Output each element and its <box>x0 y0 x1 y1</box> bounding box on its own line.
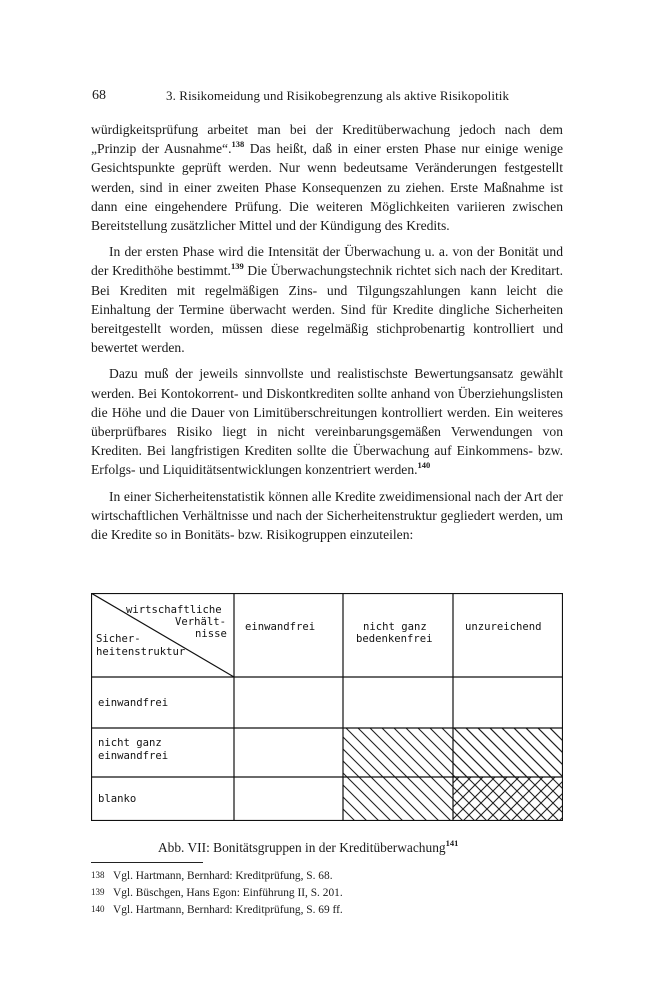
column-header: einwandfrei <box>245 621 316 633</box>
figure-caption: Abb. VII: Bonitätsgruppen in der Kreditüberwachung$^{141}$ <box>158 838 459 855</box>
row-header: einwandfrei <box>98 697 169 709</box>
running-header <box>92 88 562 108</box>
paragraph: Dazu muß der jeweils sinnvollste und realistischste Bewertungsansatz gewählt werden. Bei Kontokorrent- und Diskontkrediten sollte anhand von Überziehungslisten die Höhe und die Dauer von Limitüberschreitungen kontrolliert werden. Ein weiteres überprüfbares Risiko liegt in nicht vereinbarungsgemäßen Verwendungen von Krediten. Bei langfristigen Krediten sollte die Überwachung auf Einkommens- bzw. Erfolgs- und Liquiditätsentwicklungen konzentriert werden.$^{140}$ <box>91 366 563 478</box>
footnote: 139 Vgl. Büschgen, Hans Egon: Einführung II, S. 201. <box>91 887 343 899</box>
running-title: 3. Risikomeidung und Risikobegrenzung als aktive Risikopolitik <box>166 88 510 103</box>
hatch-moderate-risk <box>453 728 563 777</box>
footnote-ref: 141 <box>445 838 459 848</box>
corner-label-security: Sicher- <box>96 633 141 645</box>
footnote: 140 Vgl. Hartmann, Bernhard: Kreditprüfung, S. 69 ff. <box>91 904 343 916</box>
hatch-moderate-risk <box>343 777 453 821</box>
body-text <box>91 120 563 551</box>
footnote: 138 Vgl. Hartmann, Bernhard: Kreditprüfung, S. 68. <box>91 870 333 882</box>
paragraph: In einer Sicherheitenstatistik können alle Kredite zweidimensional nach der Art der wirtschaftlichen Verhältnisse und nach der Sicherheitenstruktur gegliedert werden, um die Kredite so in Bonitäts- bzw. Risikogruppen einzuteilen: <box>91 488 563 543</box>
page-number: 68 <box>92 88 106 103</box>
credit-group-matrix: wirtschaftliche Verhält- nisse Sicher- heitenstruktur einwandfrei nicht ganz bedenkenfrei unzureichend einwandfrei nicht ganz einwandfrei blanko <box>91 593 563 821</box>
hatch-high-risk <box>453 777 563 821</box>
row-header: nicht ganz <box>98 737 162 749</box>
footnote-ref: 139 <box>230 261 244 272</box>
column-header: unzureichend <box>465 621 542 633</box>
hatch-moderate-risk <box>343 728 453 777</box>
footnote-ref: 140 <box>417 460 431 471</box>
footnote-divider <box>91 862 203 863</box>
footnote-ref: 138 <box>231 139 245 150</box>
column-header: nicht ganz <box>363 621 427 633</box>
paragraph: In der ersten Phase wird die Intensität der Überwachung u. a. von der Bonität und der Kredithöhe bestimmt.$^{139}$ Die Überwachungstechnik richtet sich nach der Kreditart. Bei Krediten mit regelmäßigen Zins- und Tilgungszahlungen kann leicht die Einhaltung der Termine überwacht werden. Sind für Kredite dingliche Sicherheiten bereitgestellt worden, müssen diese regelmäßig stichprobenartig kontrolliert und bewertet werden. <box>91 244 563 356</box>
corner-label-economic: wirtschaftliche <box>126 604 222 616</box>
paragraph: würdigkeitsprüfung arbeitet man bei der Kreditüberwachung jedoch nach dem „Prinzip der Ausnahme“.$^{138}$ Das heißt, daß in einer ersten Phase nur einige wenige Gesichtspunkte geprüft werden. Nur wenn bedeutsame Veränderungen festgestellt werden, sind in einer zweiten Phase Konsequenzen zu ziehen. Erste Maßnahme ist dann eine eingehendere Prüfung. Die weiteren Möglichkeiten variieren zwischen Bereitstellung zusätzlicher Mittel und der Kündigung des Kredits. <box>91 122 563 234</box>
row-header: blanko <box>98 793 137 805</box>
